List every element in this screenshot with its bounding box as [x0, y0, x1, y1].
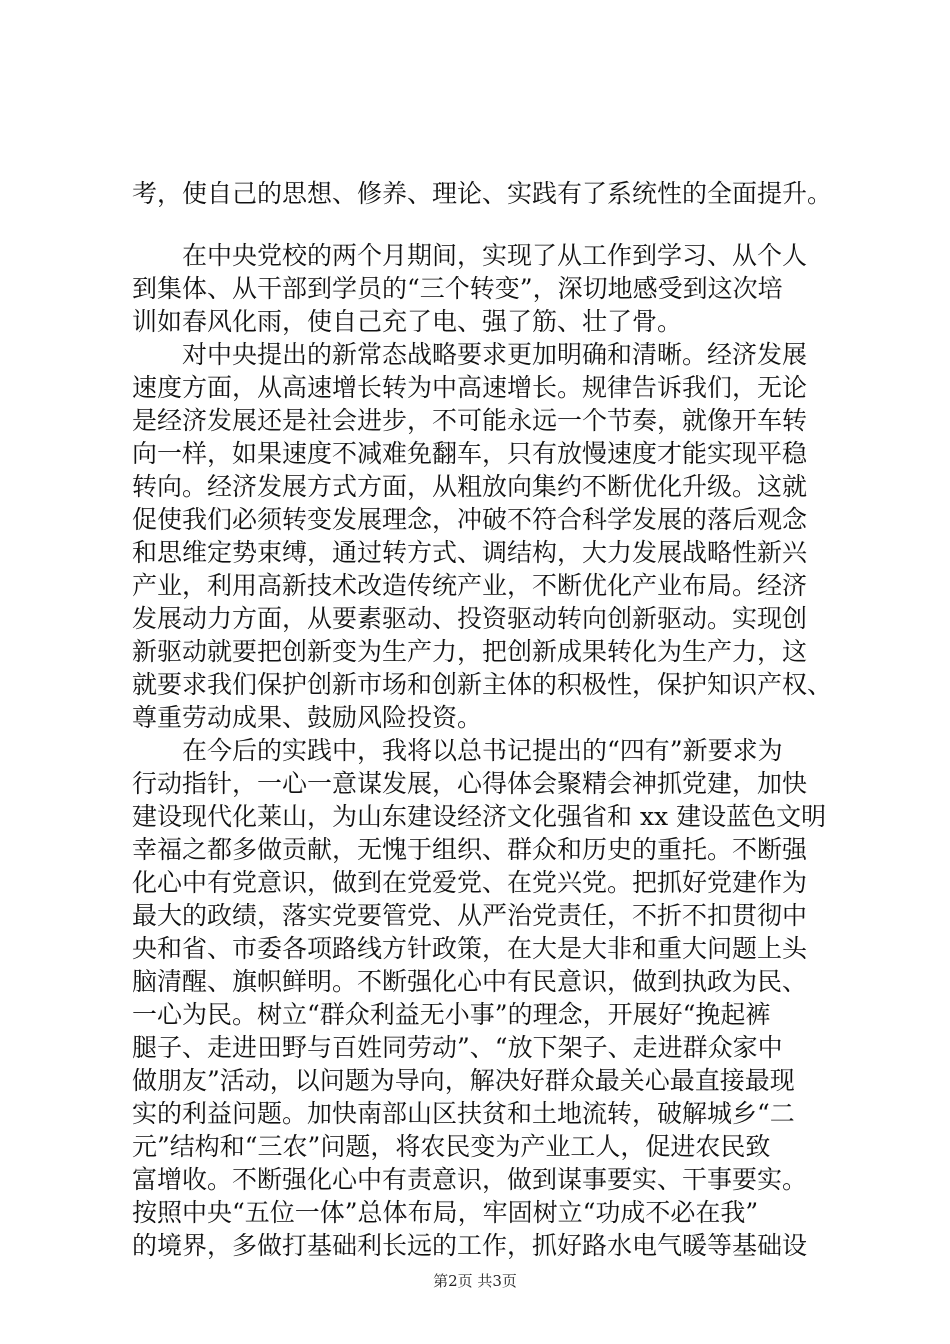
paragraph-line: 考，使自己的思想、修养、理论、实践有了系统性的全面提升。: [132, 179, 833, 208]
paragraph-line: 的境界，多做打基础利长远的工作，抓好路水电气暖等基础设: [132, 1231, 808, 1260]
paragraph-line: 促使我们必须转变发展理念，冲破不符合科学发展的落后观念: [132, 505, 808, 534]
paragraph-line: 在今后的实践中，我将以总书记提出的“四有”新要求为: [132, 736, 783, 765]
paragraph-line: 最大的政绩，落实党要管党、从严治党责任，不折不扣贯彻中: [132, 901, 808, 930]
paragraph-line: 富增收。不断强化心中有责意识，做到谋事要实、干事要实。: [132, 1165, 808, 1194]
paragraph-line: 和思维定势束缚，通过转方式、调结构，大力发展战略性新兴: [132, 538, 808, 567]
paragraph-line: 速度方面，从高速增长转为中高速增长。规律告诉我们，无论: [132, 373, 808, 402]
paragraph-line: 是经济发展还是社会进步，不可能永远一个节奏，就像开车转: [132, 406, 808, 435]
paragraph-line: 向一样，如果速度不减难免翻车，只有放慢速度才能实现平稳: [132, 439, 808, 468]
paragraph-line: 央和省、市委各项路线方针政策，在大是大非和重大问题上头: [132, 934, 808, 963]
paragraph-line: 训如春风化雨，使自己充了电、强了筋、壮了骨。: [132, 307, 683, 336]
paragraph-line: 腿子、走进田野与百姓同劳动”、“放下架子、走进群众家中: [132, 1033, 783, 1062]
page-footer: 第2页 共3页: [433, 1272, 517, 1290]
paragraph-line: 元”结构和“三农”问题，将农民变为产业工人，促进农民致: [132, 1132, 771, 1161]
paragraph-line: 发展动力方面，从要素驱动、投资驱动转向创新驱动。实现创: [132, 604, 808, 633]
paragraph-line: 做朋友”活动，以问题为导向，解决好群众最关心最直接最现: [132, 1066, 795, 1095]
paragraph-line: 脑清醒、旗帜鲜明。不断强化心中有民意识，做到执政为民、: [132, 967, 808, 996]
paragraph-line: 就要求我们保护创新市场和创新主体的积极性，保护知识产权、: [132, 670, 833, 699]
paragraph-line: 幸福之都多做贡献，无愧于组织、群众和历史的重托。不断强: [132, 835, 808, 864]
paragraph-line: 一心为民。树立“群众利益无小事”的理念，开展好“挽起裤: [132, 1000, 771, 1029]
paragraph-line: 建设现代化莱山，为山东建设经济文化强省和 xx 建设蓝色文明: [132, 802, 827, 831]
paragraph-line: 尊重劳动成果、鼓励风险投资。: [132, 703, 483, 732]
paragraph-line: 产业，利用高新技术改造传统产业，不断优化产业布局。经济: [132, 571, 808, 600]
paragraph-line: 化心中有党意识，做到在党爱党、在党兴党。把抓好党建作为: [132, 868, 808, 897]
paragraph-line: 行动指针，一心一意谋发展，心得体会聚精会神抓党建，加快: [132, 769, 808, 798]
paragraph-line: 对中央提出的新常态战略要求更加明确和清晰。经济发展: [132, 340, 808, 369]
paragraph-line: 按照中央“五位一体”总体布局，牢固树立“功成不必在我”: [132, 1198, 759, 1227]
paragraph-line: 实的利益问题。加快南部山区扶贫和土地流转，破解城乡“二: [132, 1099, 795, 1128]
paragraph-line: 新驱动就要把创新变为生产力，把创新成果转化为生产力，这: [132, 637, 808, 666]
paragraph-line: 在中央党校的两个月期间，实现了从工作到学习、从个人: [132, 241, 808, 270]
paragraph-line: 到集体、从干部到学员的“三个转变”，深切地感受到这次培: [132, 274, 783, 303]
paragraph-line: 转向。经济发展方式方面，从粗放向集约不断优化升级。这就: [132, 472, 808, 501]
